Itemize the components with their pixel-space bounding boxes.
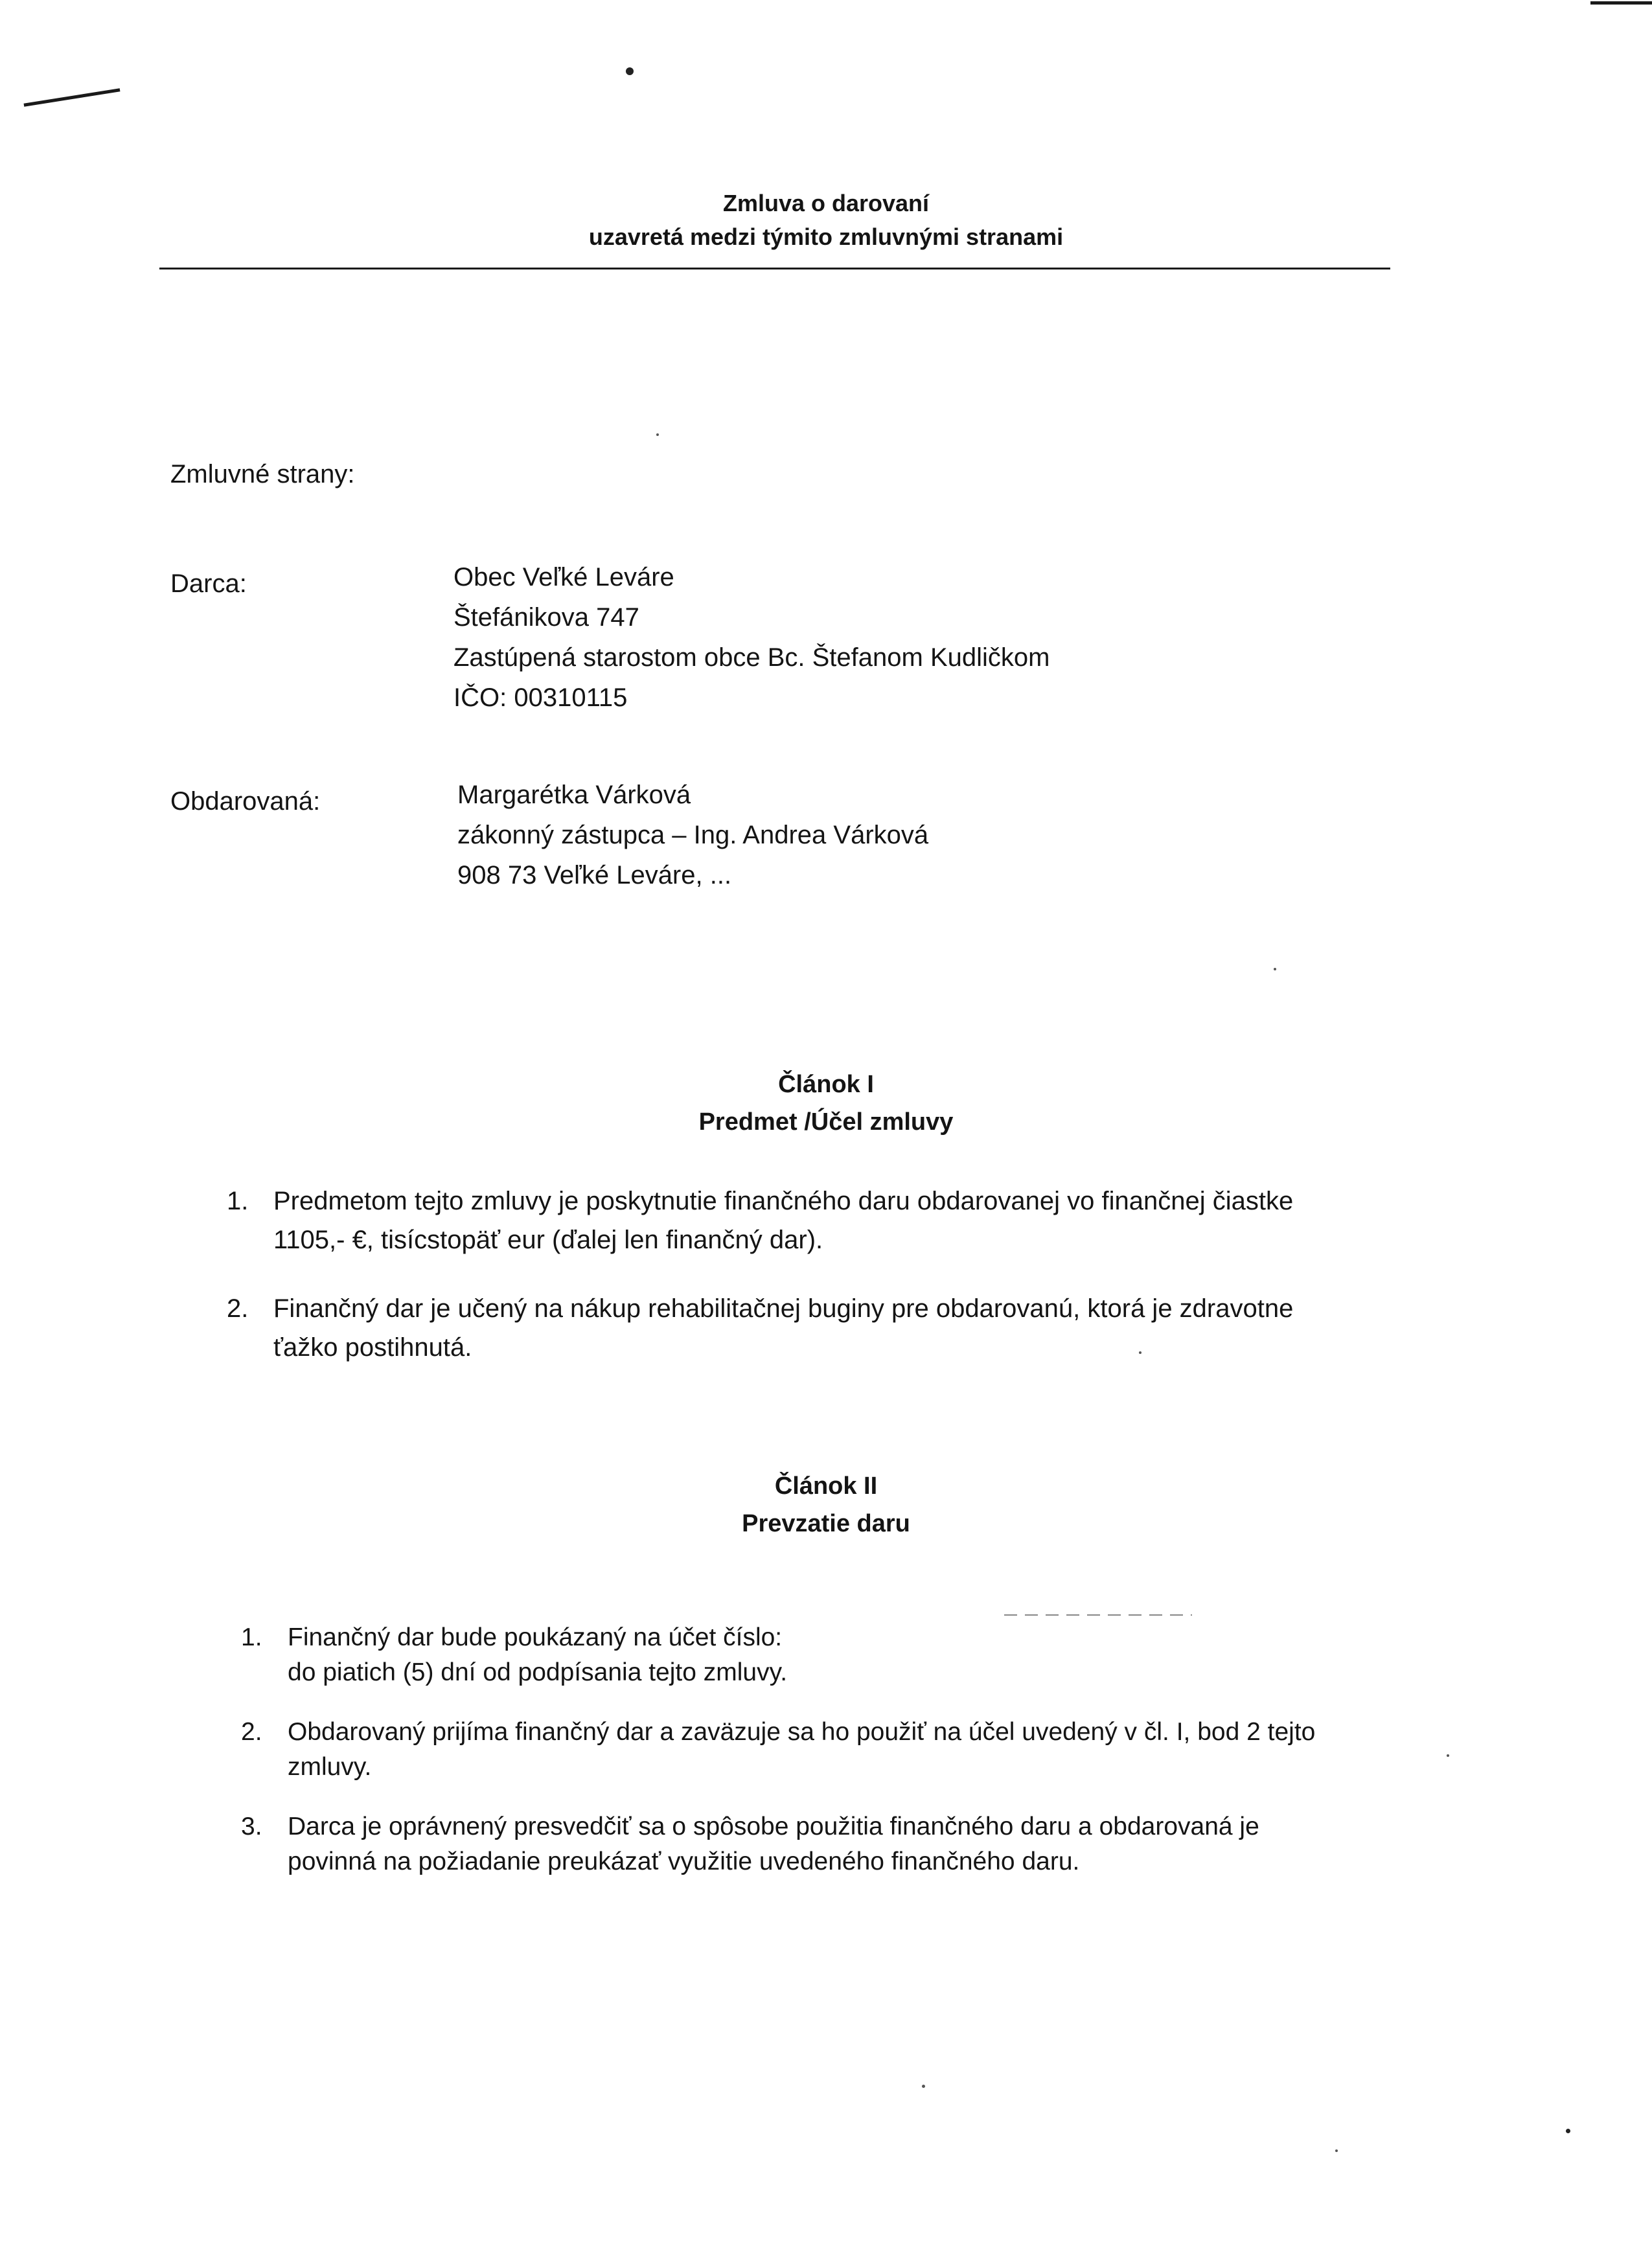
donor-street: Štefánikova 747	[453, 603, 639, 632]
title-line-2: uzavretá medzi týmito zmluvnými stranami	[588, 223, 1064, 250]
title-line-1: Zmluva o darovaní	[722, 190, 930, 216]
item-text	[288, 1618, 787, 1692]
article-2-subheading: Prevzatie daru	[742, 1510, 910, 1537]
item-line: ťažko postihnutá.	[273, 1333, 472, 1362]
title-underline	[159, 268, 1390, 269]
recipient-name: Margarétka Várková	[457, 781, 691, 809]
item-number: 1.	[227, 1187, 249, 1215]
item-line: Obdarovaný prijíma finančný dar a zaväzuje sa ho použiť na účel uvedený v čl. I, bod 2 tejto	[288, 1718, 1316, 1746]
item-line: Finančný dar bude poukázaný na účet číslo:	[288, 1623, 783, 1651]
item-line: Darca je oprávnený presvedčiť sa o spôsobe použitia finančného daru a obdarovaná je	[288, 1813, 1259, 1840]
item-line: zmluvy.	[288, 1753, 372, 1781]
article-2-item-2	[241, 1713, 1504, 1797]
item-text	[288, 1713, 1315, 1787]
article-1-item-2	[227, 1289, 1458, 1373]
scan-speck	[1274, 968, 1276, 970]
article-2-heading: Článok II	[774, 1472, 878, 1500]
item-text	[288, 1807, 1259, 1881]
article-1-heading: Článok I	[778, 1071, 874, 1098]
donor-name: Obec Veľké Leváre	[453, 563, 674, 591]
article-1-subheading: Predmet /Účel zmluvy	[698, 1108, 954, 1136]
donor-ico: IČO: 00310115	[453, 683, 628, 712]
donor-details	[453, 557, 1050, 718]
scan-speck	[1566, 2129, 1570, 2133]
donor-representative: Zastúpená starostom obce Bc. Štefanom Kudličkom	[453, 643, 1050, 672]
donor-label: Darca:	[170, 569, 247, 598]
item-line: povinná na požiadanie preukázať využitie uvedeného finančného daru.	[288, 1848, 1080, 1875]
scan-speck	[922, 2085, 925, 2088]
document-title	[0, 187, 1652, 254]
item-line: 1105,- €, tisícstopäť eur (ďalej len finančný dar).	[273, 1226, 823, 1254]
item-text	[273, 1289, 1293, 1367]
item-number: 2.	[227, 1294, 249, 1323]
item-line: Finančný dar je učený na nákup rehabilitačnej buginy pre obdarovanú, ktorá je zdravotne	[273, 1294, 1294, 1323]
article-2-header	[0, 1467, 1652, 1542]
item-number: 3.	[241, 1813, 262, 1840]
recipient-label: Obdarovaná:	[170, 787, 321, 816]
scan-speck	[1335, 2149, 1338, 2152]
recipient-details	[457, 775, 928, 895]
scan-mark-top-right	[1590, 1, 1652, 5]
item-number: 2.	[241, 1718, 262, 1746]
item-line: do piatich (5) dní od podpísania tejto zmluvy.	[288, 1658, 788, 1686]
scan-mark-top-left	[24, 88, 120, 106]
scan-speck	[656, 433, 659, 436]
item-number: 1.	[241, 1623, 262, 1651]
article-1-header	[0, 1066, 1652, 1141]
article-2-item-3	[241, 1807, 1504, 1892]
article-1-item-1	[227, 1182, 1458, 1266]
recipient-guardian: zákonný zástupca – Ing. Andrea Várková	[457, 821, 929, 849]
item-text	[273, 1182, 1293, 1259]
redacted-account-number	[1004, 1614, 1192, 1616]
scan-speck	[626, 67, 634, 75]
parties-heading: Zmluvné strany:	[170, 460, 355, 488]
recipient-address: 908 73 Veľké Leváre, ...	[457, 861, 732, 889]
article-2-item-1	[241, 1618, 1472, 1702]
item-line: Predmetom tejto zmluvy je poskytnutie finančného daru obdarovanej vo finančnej čiastke	[273, 1187, 1294, 1215]
